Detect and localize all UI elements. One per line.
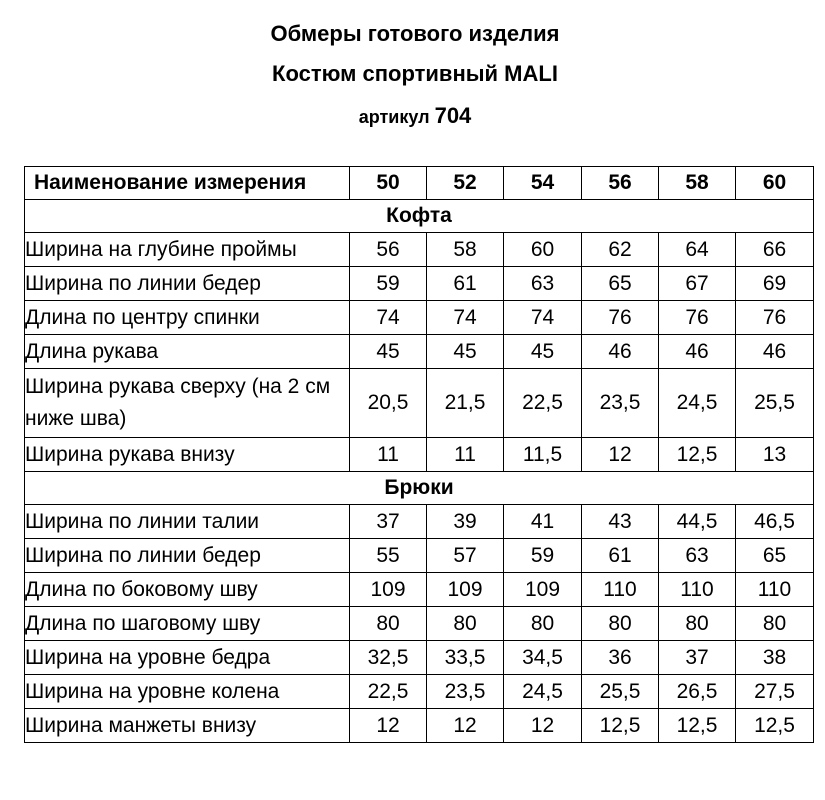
measurement-value: 12 <box>427 709 504 743</box>
article-label: артикул <box>358 107 430 127</box>
table-row <box>25 709 814 743</box>
article-line <box>0 103 825 129</box>
table-row <box>25 675 814 709</box>
measurement-value: 109 <box>350 573 427 607</box>
table-row <box>25 369 814 438</box>
table-row <box>25 505 814 539</box>
column-header-size: 50 <box>350 167 427 200</box>
measurement-value: 80 <box>582 607 659 641</box>
measurement-value: 39 <box>427 505 504 539</box>
measurement-value: 74 <box>427 301 504 335</box>
measurement-value: 11 <box>350 438 427 472</box>
section-title: Брюки <box>25 472 814 505</box>
measurement-value: 109 <box>427 573 504 607</box>
measurement-value: 63 <box>504 267 582 301</box>
table-header-row <box>25 167 814 200</box>
measurement-value: 80 <box>427 607 504 641</box>
measurement-value: 80 <box>659 607 736 641</box>
column-header-size: 58 <box>659 167 736 200</box>
measurements-table <box>24 166 814 743</box>
measurement-name: Длина по боковому шву <box>25 573 350 607</box>
column-header-size: 54 <box>504 167 582 200</box>
measurement-value: 45 <box>504 335 582 369</box>
measurement-value: 67 <box>659 267 736 301</box>
measurement-value: 59 <box>350 267 427 301</box>
measurement-value: 66 <box>736 233 814 267</box>
measurement-value: 43 <box>582 505 659 539</box>
measurement-value: 36 <box>582 641 659 675</box>
section-title: Кофта <box>25 200 814 233</box>
measurement-value: 46,5 <box>736 505 814 539</box>
measurement-value: 55 <box>350 539 427 573</box>
measurement-value: 76 <box>582 301 659 335</box>
measurement-value: 56 <box>350 233 427 267</box>
measurement-value: 80 <box>350 607 427 641</box>
measurement-name: Ширина манжеты внизу <box>25 709 350 743</box>
measurement-value: 41 <box>504 505 582 539</box>
measurement-value: 65 <box>736 539 814 573</box>
measurement-value: 21,5 <box>427 369 504 438</box>
table-row <box>25 607 814 641</box>
measurement-value: 45 <box>350 335 427 369</box>
measurement-value: 110 <box>659 573 736 607</box>
measurement-value: 12 <box>582 438 659 472</box>
measurement-value: 23,5 <box>427 675 504 709</box>
table-row <box>25 539 814 573</box>
measurement-name: Ширина рукава сверху (на 2 см ниже шва) <box>25 369 350 438</box>
measurement-value: 12,5 <box>659 709 736 743</box>
measurement-value: 80 <box>504 607 582 641</box>
measurement-value: 63 <box>659 539 736 573</box>
table-row <box>25 267 814 301</box>
measurement-value: 12 <box>504 709 582 743</box>
measurement-value: 22,5 <box>350 675 427 709</box>
measurement-value: 61 <box>427 267 504 301</box>
product-name: Костюм спортивный MALI <box>272 61 558 86</box>
measurement-value: 58 <box>427 233 504 267</box>
measurement-value: 60 <box>504 233 582 267</box>
measurement-value: 11 <box>427 438 504 472</box>
table-row <box>25 438 814 472</box>
measurement-value: 46 <box>659 335 736 369</box>
measurement-value: 20,5 <box>350 369 427 438</box>
measurement-name: Ширина на уровне бедра <box>25 641 350 675</box>
measurement-value: 110 <box>582 573 659 607</box>
table-row <box>25 233 814 267</box>
measurement-value: 62 <box>582 233 659 267</box>
measurement-value: 76 <box>659 301 736 335</box>
measurement-value: 22,5 <box>504 369 582 438</box>
measurement-value: 59 <box>504 539 582 573</box>
measurement-value: 24,5 <box>659 369 736 438</box>
measurement-value: 12,5 <box>659 438 736 472</box>
measurement-value: 46 <box>582 335 659 369</box>
measurement-name: Длина по шаговому шву <box>25 607 350 641</box>
table-row <box>25 335 814 369</box>
column-header-measurement: Наименование измерения <box>25 167 350 200</box>
column-header-size: 52 <box>427 167 504 200</box>
measurement-value: 32,5 <box>350 641 427 675</box>
measurement-value: 109 <box>504 573 582 607</box>
measurement-name: Длина рукава <box>25 335 350 369</box>
measurement-value: 64 <box>659 233 736 267</box>
measurement-name: Ширина рукава внизу <box>25 438 350 472</box>
measurement-value: 74 <box>350 301 427 335</box>
measurement-value: 37 <box>350 505 427 539</box>
measurement-value: 23,5 <box>582 369 659 438</box>
article-number: 704 <box>434 103 472 128</box>
column-header-size: 56 <box>582 167 659 200</box>
measurement-value: 57 <box>427 539 504 573</box>
measurement-value: 12,5 <box>582 709 659 743</box>
measurement-value: 45 <box>427 335 504 369</box>
measurement-value: 27,5 <box>736 675 814 709</box>
measurement-value: 26,5 <box>659 675 736 709</box>
measurement-value: 44,5 <box>659 505 736 539</box>
table-row <box>25 573 814 607</box>
measurement-value: 46 <box>736 335 814 369</box>
measurement-value: 76 <box>736 301 814 335</box>
measurement-name: Длина по центру спинки <box>25 301 350 335</box>
measurement-value: 12,5 <box>736 709 814 743</box>
measurement-value: 80 <box>736 607 814 641</box>
table-row <box>25 301 814 335</box>
measurement-value: 12 <box>350 709 427 743</box>
document-title: Обмеры готового изделия <box>270 21 560 46</box>
measurement-name: Ширина по линии бедер <box>25 539 350 573</box>
measurement-name: Ширина по линии талии <box>25 505 350 539</box>
measurement-value: 34,5 <box>504 641 582 675</box>
table-body <box>25 167 814 743</box>
column-header-size: 60 <box>736 167 814 200</box>
measurement-name: Ширина на уровне колена <box>25 675 350 709</box>
measurement-value: 65 <box>582 267 659 301</box>
measurement-value: 33,5 <box>427 641 504 675</box>
measurement-value: 110 <box>736 573 814 607</box>
measurement-name: Ширина на глубине проймы <box>25 233 350 267</box>
measurement-value: 74 <box>504 301 582 335</box>
measurement-value: 38 <box>736 641 814 675</box>
measurement-value: 37 <box>659 641 736 675</box>
section-row <box>25 200 814 233</box>
measurement-value: 61 <box>582 539 659 573</box>
measurement-name: Ширина по линии бедер <box>25 267 350 301</box>
table-row <box>25 641 814 675</box>
measurement-value: 25,5 <box>582 675 659 709</box>
measurement-value: 11,5 <box>504 438 582 472</box>
measurement-value: 24,5 <box>504 675 582 709</box>
measurement-value: 25,5 <box>736 369 814 438</box>
measurement-value: 13 <box>736 438 814 472</box>
section-row <box>25 472 814 505</box>
measurement-value: 69 <box>736 267 814 301</box>
